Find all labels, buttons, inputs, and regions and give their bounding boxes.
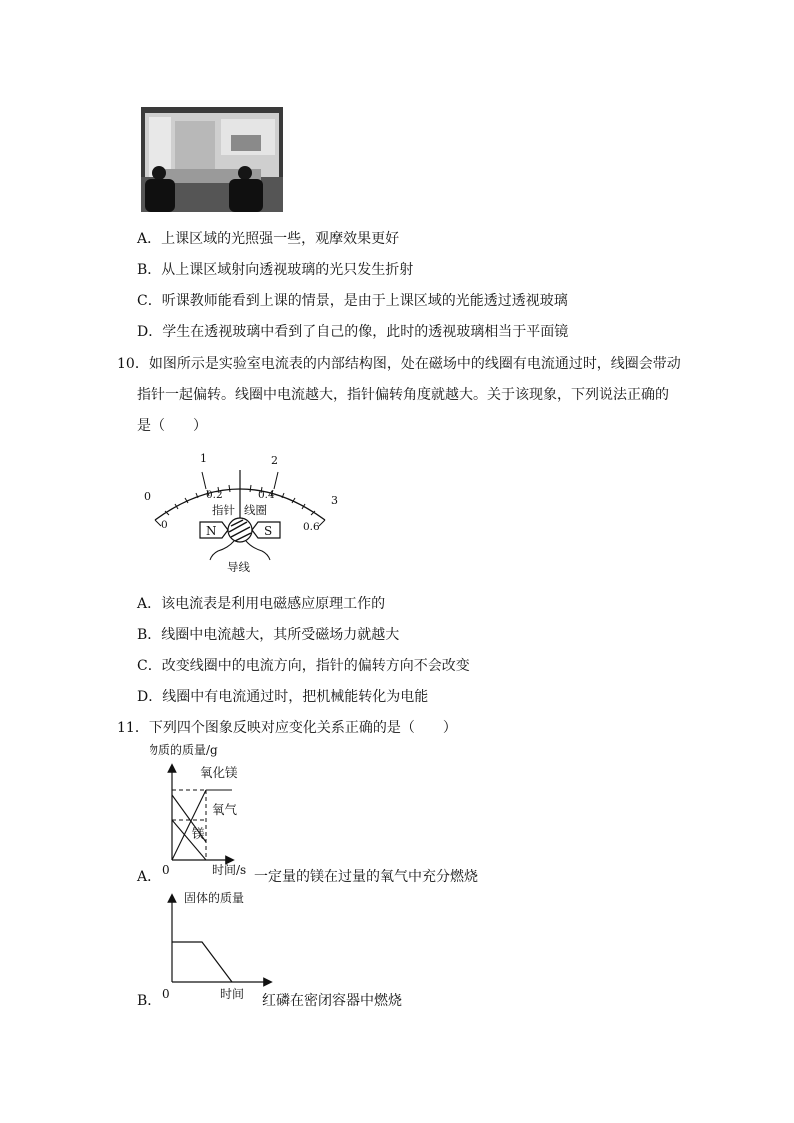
graph-b-origin: 0	[162, 987, 170, 1000]
wire-label: 导线	[227, 560, 250, 574]
q9-option-b: B．从上课区域射向透视玻璃的光只发生折射	[137, 262, 414, 278]
inner-scale-label: 0.4	[258, 489, 275, 501]
coil-label: 线圈	[244, 503, 267, 517]
graph-a-series-label: 氧气	[212, 802, 238, 817]
q10-option-d: D．线圈中有电流通过时，把机械能转化为电能	[137, 689, 429, 705]
outer-scale-label: 2	[271, 454, 278, 467]
inner-scale-label: 0.6	[303, 521, 320, 533]
graph-a	[150, 740, 420, 880]
graph-a-xlabel: 时间/s	[212, 863, 247, 877]
q11-option-a-caption: 一定量的镁在过量的氧气中充分燃烧	[254, 869, 478, 885]
north-pole-label: N	[206, 524, 217, 538]
graph-b-xlabel: 时间	[220, 987, 245, 1000]
graph-b	[150, 888, 280, 1000]
outer-scale-label: 0	[144, 490, 151, 503]
q10-stem-line-2: 指针一起偏转。线圈中电流越大，指针偏转角度就越大。关于该现象，下列说法正确的	[137, 387, 669, 403]
graph-a-origin: 0	[162, 863, 170, 877]
q9-option-d: D．学生在透视玻璃中看到了自己的像，此时的透视玻璃相当于平面镜	[137, 324, 569, 340]
classroom-photo	[141, 107, 283, 212]
outer-scale-label: 1	[200, 452, 207, 465]
q10-option-b: B．线圈中电流越大，其所受磁场力就越大	[137, 627, 400, 643]
q9-option-c: C．听课教师能看到上课的情景，是由于上课区域的光能透过透视玻璃	[137, 293, 568, 309]
graph-a-series-label: 氧化镁	[200, 765, 238, 780]
q10-option-c: C．改变线圈中的电流方向，指针的偏转方向不会改变	[137, 658, 470, 674]
q10-stem-line-3: 是（ ）	[137, 418, 207, 434]
q11-stem: 11．下列四个图象反映对应变化关系正确的是（ ）	[117, 720, 457, 736]
graph-b-ylabel: 固体的质量	[184, 891, 245, 905]
q11-option-b-caption: 红磷在密闭容器中燃烧	[262, 993, 402, 1009]
q11-option-a-letter: A．	[137, 869, 162, 885]
inner-scale-label: 0.2	[206, 489, 223, 501]
q10-option-a: A．该电流表是利用电磁感应原理工作的	[137, 596, 386, 612]
pointer-label: 指针	[212, 503, 235, 517]
inner-scale-label: 0	[161, 519, 168, 531]
ammeter-diagram	[130, 448, 350, 578]
q11-option-b-letter: B．	[137, 993, 162, 1009]
graph-a-series-label: 镁	[192, 826, 205, 841]
graph-a-ylabel: 物质的质量/g	[150, 743, 218, 757]
outer-scale-label: 3	[331, 494, 338, 507]
q10-stem-line-1: 10．如图所示是实验室电流表的内部结构图，处在磁场中的线圈有电流通过时，线圈会带动	[117, 356, 681, 372]
q9-option-a: A．上课区域的光照强一些，观摩效果更好	[137, 231, 400, 247]
south-pole-label: S	[264, 524, 273, 538]
